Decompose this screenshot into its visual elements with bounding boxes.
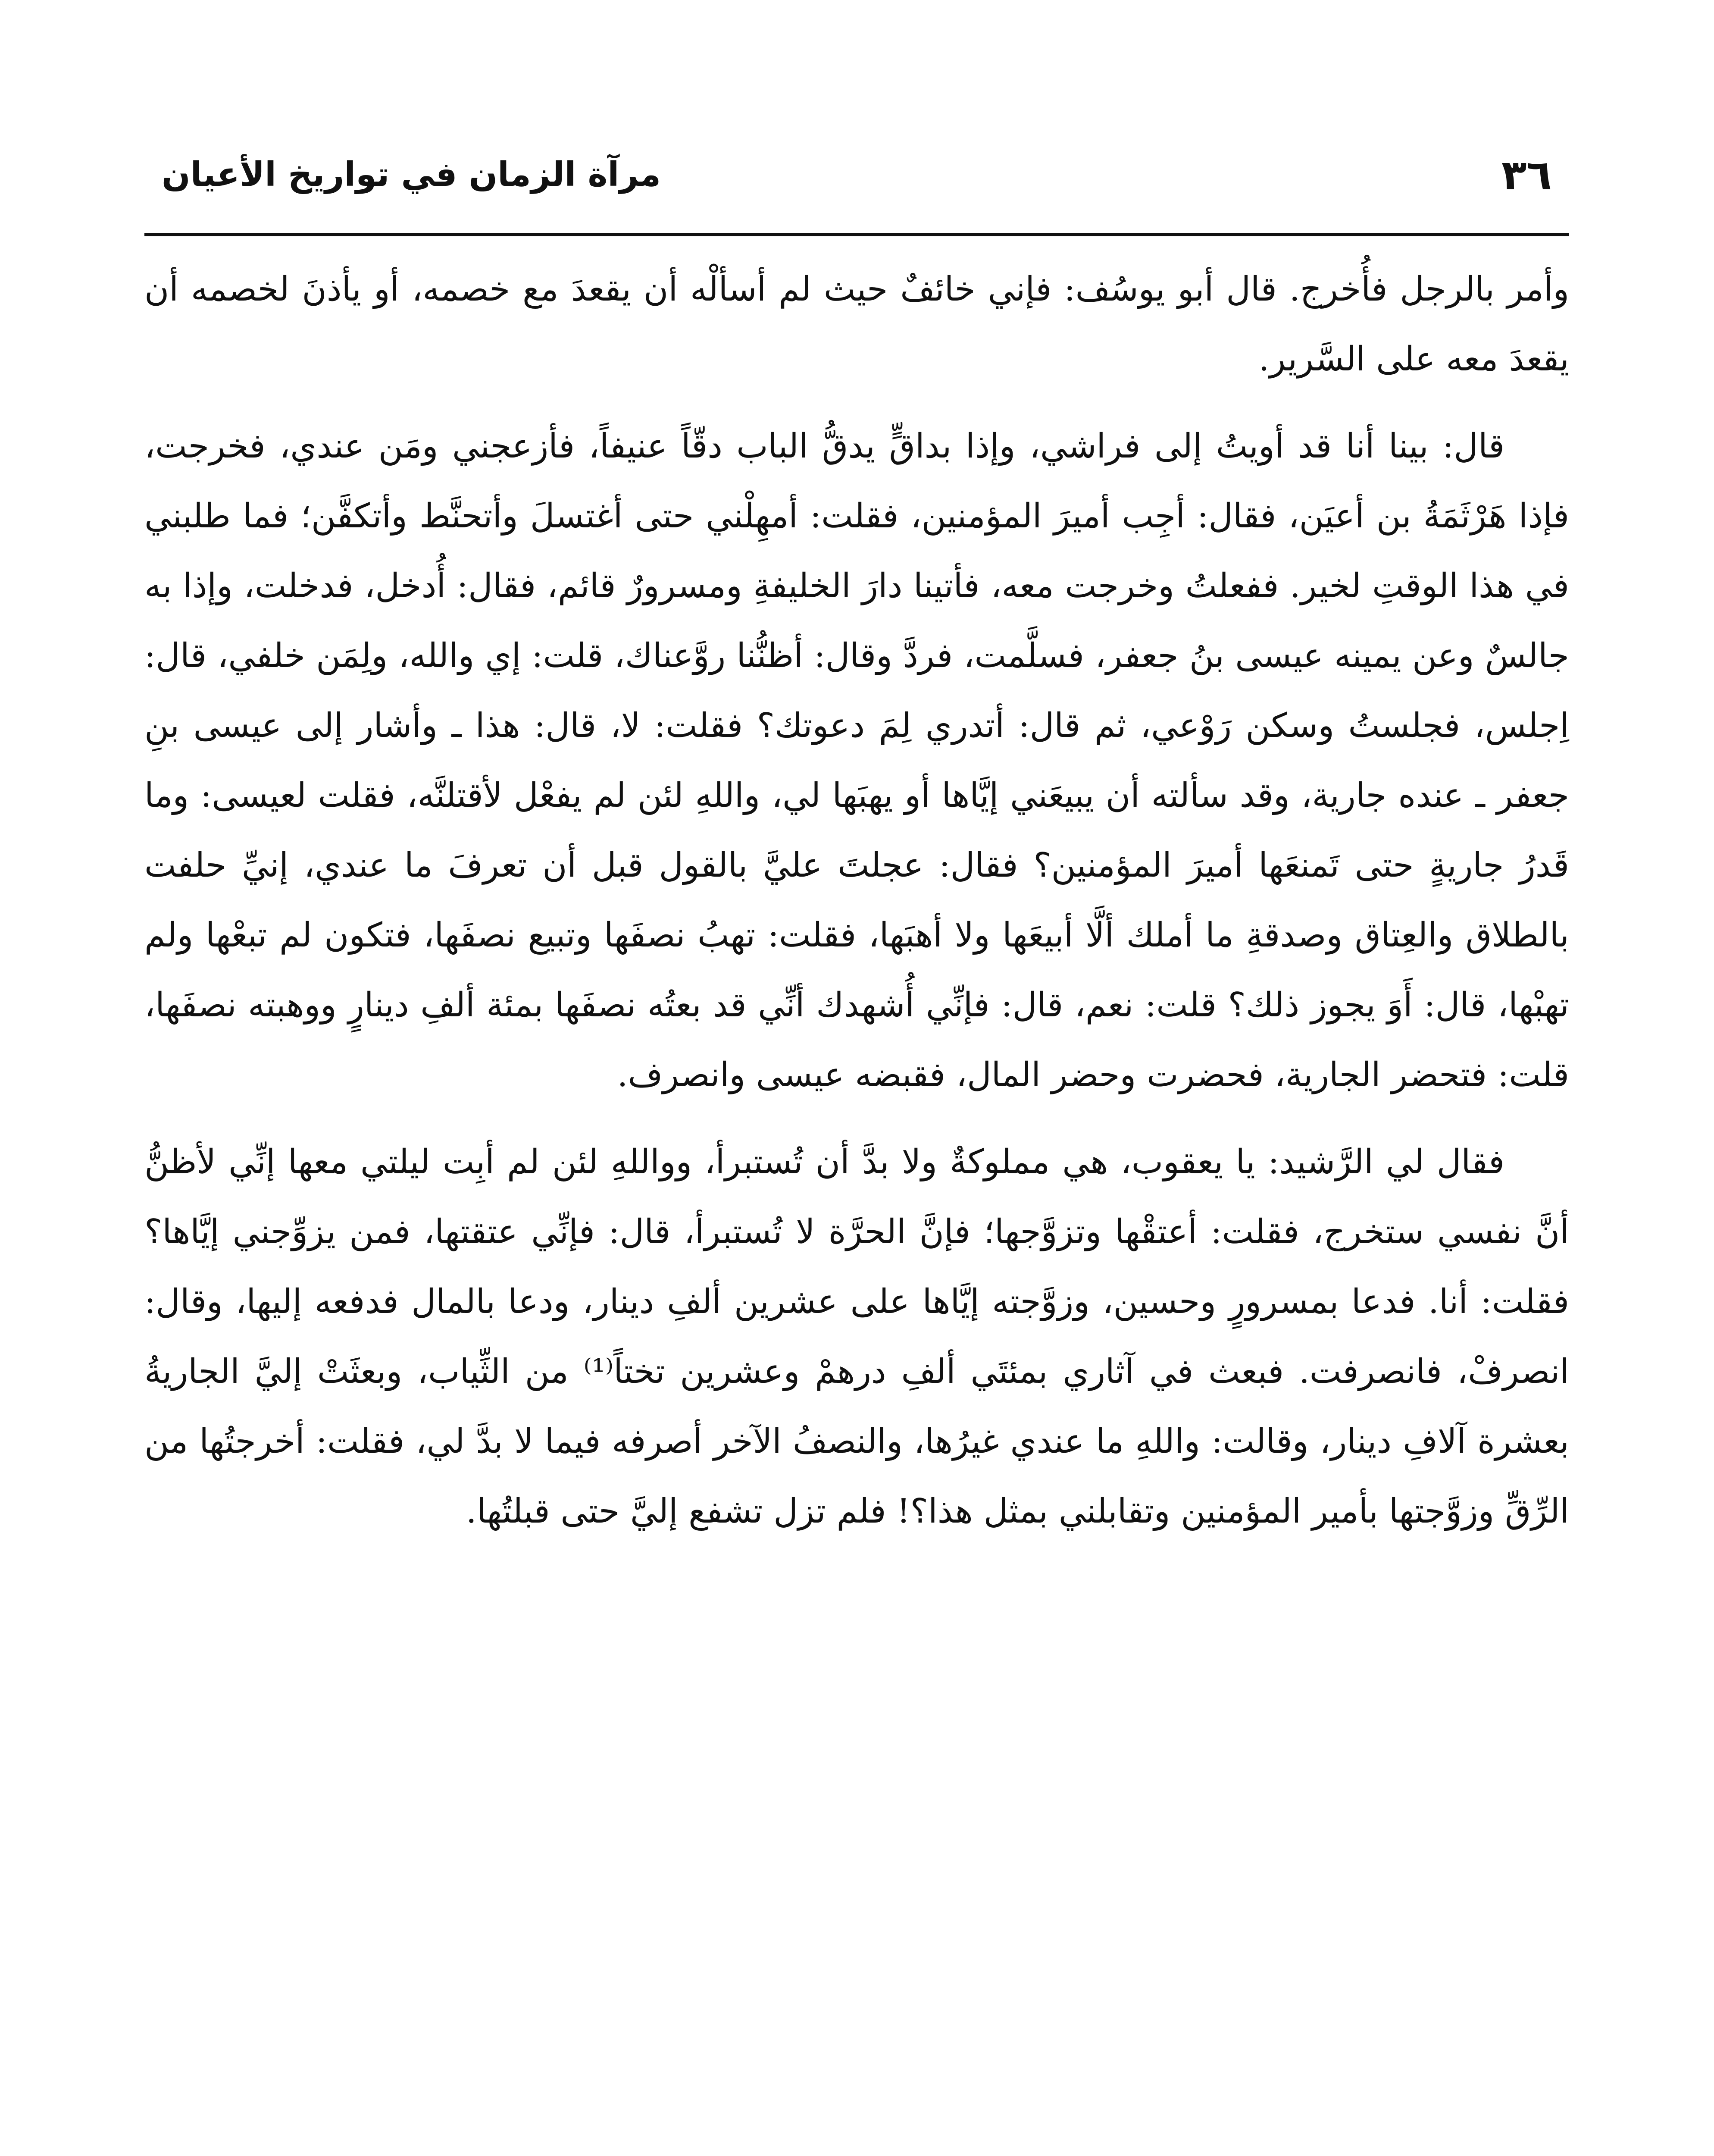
page-number: ٣٦ bbox=[1501, 151, 1552, 199]
running-title: مرآة الزمان في تواريخ الأعيان bbox=[162, 155, 661, 194]
paragraph-1: وأمر بالرجل فأُخرج. قال أبو يوسُف: فإني خائفٌ حيث لم أسألْه أن يقعدَ مع خصمه، أو يأذنَ لخصمه أن يقعدَ معه على السَّرير. bbox=[144, 270, 1569, 379]
main-text bbox=[144, 254, 1569, 1564]
page-header bbox=[144, 142, 1569, 207]
paragraph-2: قال: بينا أنا قد أويتُ إلى فراشي، وإذا بداقٍّ يدقُّ الباب دقّاً عنيفاً، فأزعجني ومَن عندي، فخرجت، فإذا هَرْثَمَةُ بن أعيَن، فقال: أجِب أميرَ المؤمنين، فقلت: أمهِلْني حتى أغتسلَ وأتحنَّط وأتكفَّن؛ فما طلبني في هذا الوقتِ لخير. ففعلتُ وخرجت معه، فأتينا دارَ الخليفةِ ومسرورٌ قائم، فقال: أُدخل، فدخلت، وإذا به جالسٌ وعن يمينه عيسى بنُ جعفر، فسلَّمت، فردَّ وقال: أظنُّنا روَّعناك، قلت: إي والله، ولِمَن خلفي، قال: اِجلس، فجلستُ وسكن رَوْعي، ثم قال: أتدري لِمَ دعوتك؟ فقلت: لا، قال: هذا ـ وأشار إلى عيسى بنِ جعفر ـ عنده جارية، وقد سألته أن يبيعَني إيَّاها أو يهبَها لي، واللهِ لئن لم يفعْل لأقتلنَّه، فقلت لعيسى: وما قَدرُ جاريةٍ حتى تَمنعَها أميرَ المؤمنين؟ فقال: عجلتَ عليَّ بالقول قبل أن تعرفَ ما عندي، إنيِّ حلفت بالطلاق والعِتاق وصدقةِ ما أملك ألَّا أبيعَها ولا أهبَها، فقلت: تهبُ نصفَها وتبيع نصفَها، فتكون لم تبعْها ولم تهبْها، قال: أَوَ يجوز ذلك؟ قلت: نعم، قال: فإنِّي أُشهدك أنِّي قد بعتُه نصفَها بمئة ألفِ دينارٍ ووهبته نصفَها، قلت: فتحضر الجارية، فحضرت وحضر المال، فقبضه عيسى وانصرف. bbox=[144, 427, 1569, 1094]
paragraph-3: فقال لي الرَّشيد: يا يعقوب، هي مملوكةٌ ولا بدَّ أن تُستبرأ، وواللهِ لئن لم أبِت ليلتي معها إنِّي لأظنُّ أنَّ نفسي ستخرج، فقلت: أعتقْها وتزوَّجها؛ فإنَّ الحرَّة لا تُستبرأ، قال: فإنِّي عتقتها، فمن يزوِّجني إيَّاها؟ فقلت: أنا. فدعا بمسرورٍ وحسين، وزوَّجته إيَّاها على عشرين ألفِ دينار، ودعا بالمال فدفعه إليها، وقال: انصرفْ، فانصرفت. فبعث في آثاري بمئتَي ألفِ درهمْ وعشرين تختاً⁽¹⁾ من الثِّياب، وبعثَتْ إليَّ الجاريةُ بعشرة آلافِ دينار، وقالت: واللهِ ما عندي غيرُها، والنصفُ الآخر أصرفه فيما لا بدَّ لي، فقلت: أخرجتُها من الرِّقِّ وزوَّجتها بأمير المؤمنين وتقابلني بمثل هذا؟! فلم تزل تشفع إليَّ حتى قبلتُها. bbox=[144, 1143, 1569, 1531]
header-rule bbox=[144, 233, 1569, 236]
